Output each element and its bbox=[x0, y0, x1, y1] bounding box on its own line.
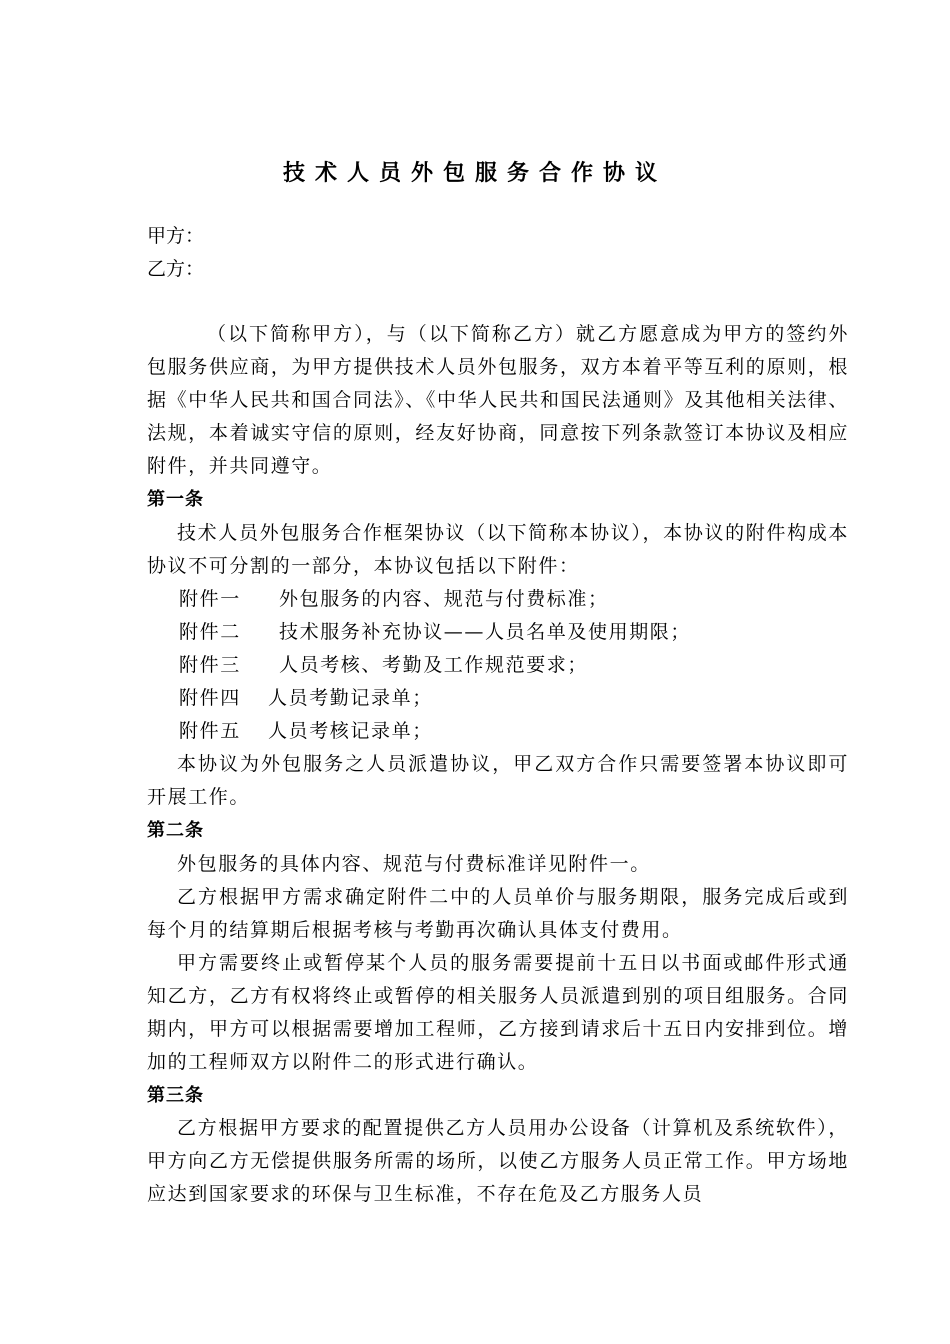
article-3-heading: 第三条 bbox=[147, 1085, 204, 1107]
party-b-label: 乙方： bbox=[147, 258, 205, 280]
intro-paragraph: （以下简称甲方），与（以下简称乙方）就乙方愿意成为甲方的签约外包服务供应商，为甲方提供技术人员外包服务，双方本着平等互利的原则，根据《中华人民共和国合同法》、《中华人民共和国民法通则》及其他相关法律、法规，本着诚实守信的原则，经友好协商，同意按下列条款签订本协议及相应附件，并共同遵守。 bbox=[147, 323, 850, 478]
annex-text: 人员考勤记录单； bbox=[268, 687, 433, 710]
annex-label: 附件五 bbox=[179, 720, 241, 743]
article-2-paragraph-2: 乙方根据甲方需求确定附件二中的人员单价与服务期限，服务完成后或到每个月的结算期后根据考核与考勤再次确认具体支付费用。 bbox=[147, 885, 849, 941]
annex-text: 人员考核记录单； bbox=[268, 720, 433, 743]
annex-label: 附件三 bbox=[179, 653, 241, 676]
annex-label: 附件一 bbox=[179, 587, 241, 610]
annex-text: 外包服务的内容、规范与付费标准； bbox=[279, 587, 609, 610]
annex-label: 附件二 bbox=[179, 620, 241, 643]
article-1-heading: 第一条 bbox=[147, 489, 204, 511]
article-2-heading: 第二条 bbox=[147, 820, 204, 842]
document-title: 技术人员外包服务合作协议 bbox=[282, 161, 667, 186]
party-a-label: 甲方： bbox=[147, 225, 205, 247]
annex-text: 技术服务补充协议——人员名单及使用期限； bbox=[279, 620, 692, 643]
annex-item bbox=[147, 583, 849, 616]
document-body bbox=[147, 318, 849, 1212]
annex-item bbox=[147, 715, 849, 748]
article-3-paragraph-1: 乙方根据甲方要求的配置提供乙方人员用办公设备（计算机及系统软件），甲方向乙方无偿提供服务所需的场所，以使乙方服务人员正常工作。甲方场地应达到国家要求的环保与卫生标准，不存在危及乙方服务人员 bbox=[147, 1117, 849, 1206]
article-1-paragraph-1: 技术人员外包服务合作框架协议（以下简称本协议），本协议的附件构成本协议不可分割的一部分，本协议包括以下附件： bbox=[147, 521, 849, 577]
article-2-paragraph-1: 外包服务的具体内容、规范与付费标准详见附件一。 bbox=[177, 852, 651, 875]
annex-item bbox=[147, 649, 849, 682]
annex-text: 人员考核、考勤及工作规范要求； bbox=[279, 653, 589, 676]
annex-item bbox=[147, 682, 849, 715]
article-1-paragraph-2: 本协议为外包服务之人员派遣协议，甲乙双方合作只需要签署本协议即可开展工作。 bbox=[147, 753, 849, 809]
annex-label: 附件四 bbox=[179, 687, 241, 710]
annex-item bbox=[147, 616, 849, 649]
article-2-paragraph-3: 甲方需要终止或暂停某个人员的服务需要提前十五日以书面或邮件形式通知乙方，乙方有权将终止或暂停的相关服务人员派遣到别的项目组服务。合同期内，甲方可以根据需要增加工程师，乙方接到请求后十五日内安排到位。增加的工程师双方以附件二的形式进行确认。 bbox=[147, 951, 849, 1074]
